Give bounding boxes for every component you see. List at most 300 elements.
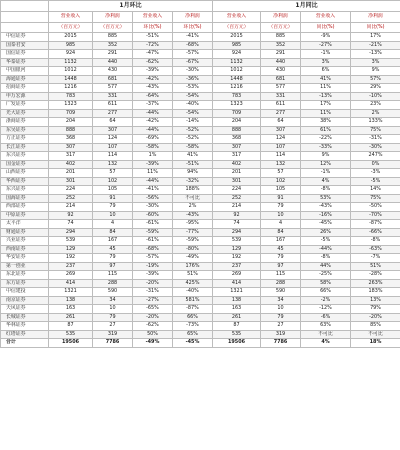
value-cell: 590	[93, 288, 133, 297]
value-cell: 307	[213, 143, 261, 152]
value-cell: 307	[49, 143, 93, 152]
value-cell: 535	[213, 330, 261, 339]
value-cell: 7786	[93, 339, 133, 348]
value-cell: 97	[261, 262, 301, 271]
broker-name-cell: 东吴证券	[1, 126, 49, 135]
value-cell: -57%	[133, 254, 173, 263]
table-row	[1, 84, 400, 93]
value-cell: 57	[93, 169, 133, 178]
broker-name-cell: 申万宏源	[1, 92, 49, 101]
value-cell: -61%	[133, 237, 173, 246]
value-cell: 1323	[49, 101, 93, 110]
value-cell: -49%	[133, 339, 173, 348]
table-row	[1, 118, 400, 127]
value-cell: 414	[213, 279, 261, 288]
value-cell: 539	[49, 237, 93, 246]
value-cell: 319	[261, 330, 301, 339]
table-row	[1, 152, 400, 161]
value-cell: -52%	[173, 126, 213, 135]
value-cell: 18%	[351, 339, 400, 348]
broker-name-cell: 东北证券	[1, 271, 49, 280]
value-cell: 138	[49, 296, 93, 305]
value-cell: 11%	[301, 84, 351, 93]
col-subheader: （百万元）	[49, 23, 93, 33]
value-cell: 611	[93, 101, 133, 110]
corner-cell	[1, 1, 49, 12]
broker-name-cell: 方正证券	[1, 135, 49, 144]
table-row	[1, 330, 400, 339]
value-cell: 252	[49, 194, 93, 203]
col-subheader: （百万元）	[213, 23, 261, 33]
broker-name-cell: 中原证券	[1, 211, 49, 220]
broker-name-cell: 华泰证券	[1, 58, 49, 67]
value-cell: 57	[261, 169, 301, 178]
value-cell: 51%	[173, 271, 213, 280]
value-cell: 301	[49, 177, 93, 186]
table-row	[1, 169, 400, 178]
value-cell: 176%	[173, 262, 213, 271]
value-cell: -14%	[173, 118, 213, 127]
value-cell: 79%	[351, 305, 400, 314]
table-row	[1, 41, 400, 50]
broker-name-cell: 国海证券	[1, 194, 49, 203]
value-cell: 85%	[351, 322, 400, 331]
header-empty	[1, 23, 49, 33]
value-cell: 188%	[173, 186, 213, 195]
value-cell: 294	[213, 228, 261, 237]
value-cell: 885	[93, 33, 133, 42]
value-cell: 167	[261, 237, 301, 246]
value-cell: -52%	[173, 135, 213, 144]
value-cell: -69%	[133, 135, 173, 144]
value-cell: 74	[213, 220, 261, 229]
value-cell: 201	[213, 169, 261, 178]
value-cell: 1448	[49, 75, 93, 84]
value-cell: 163	[213, 305, 261, 314]
value-cell: 94%	[173, 169, 213, 178]
value-cell: -43%	[173, 211, 213, 220]
table-row	[1, 220, 400, 229]
value-cell: 84	[261, 228, 301, 237]
value-cell: -36%	[173, 75, 213, 84]
value-cell: 577	[93, 84, 133, 93]
value-cell: 1448	[213, 75, 261, 84]
value-cell: 11%	[133, 169, 173, 178]
value-cell: 27	[261, 322, 301, 331]
value-cell: 79	[261, 313, 301, 322]
value-cell: -41%	[173, 33, 213, 42]
table-row	[1, 101, 400, 110]
table-row	[1, 143, 400, 152]
value-cell: 214	[49, 203, 93, 212]
value-cell: 84	[93, 228, 133, 237]
col-header: 净利润	[173, 12, 213, 23]
value-cell: 65%	[173, 330, 213, 339]
value-cell: 425%	[173, 279, 213, 288]
value-cell: -30%	[351, 143, 400, 152]
value-cell: -27%	[133, 296, 173, 305]
value-cell: 985	[49, 41, 93, 50]
value-cell: 0%	[351, 160, 400, 169]
value-cell: 91	[261, 194, 301, 203]
table-row	[1, 305, 400, 314]
value-cell: 132	[261, 160, 301, 169]
value-cell: -66%	[351, 228, 400, 237]
value-cell: -87%	[351, 220, 400, 229]
value-cell: 294	[49, 228, 93, 237]
value-cell: 414	[49, 279, 93, 288]
col-header: 营业收入	[133, 12, 173, 23]
value-cell: -61%	[133, 220, 173, 229]
broker-name-cell: 第一创业	[1, 262, 49, 271]
table-body	[1, 33, 400, 348]
table-row	[1, 322, 400, 331]
value-cell: -40%	[173, 101, 213, 110]
value-cell: 307	[93, 126, 133, 135]
value-cell: -64%	[133, 92, 173, 101]
value-cell: -8%	[301, 254, 351, 263]
value-cell: -65%	[133, 305, 173, 314]
value-cell: -19%	[133, 262, 173, 271]
value-cell: 352	[261, 41, 301, 50]
value-cell: -20%	[133, 279, 173, 288]
value-cell: -49%	[173, 254, 213, 263]
value-cell: 不可比	[351, 330, 400, 339]
value-cell: 331	[261, 92, 301, 101]
value-cell: 535	[49, 330, 93, 339]
table-row	[1, 135, 400, 144]
value-cell: -54%	[173, 92, 213, 101]
value-cell: -12%	[301, 305, 351, 314]
value-cell: 38%	[301, 118, 351, 127]
value-cell: 2015	[49, 33, 93, 42]
value-cell: 57%	[351, 75, 400, 84]
value-cell: -51%	[133, 33, 173, 42]
col-subheader: （百万元）	[261, 23, 301, 33]
col-header: 净利润	[351, 12, 400, 23]
broker-name-cell: 国泰君安	[1, 41, 49, 50]
value-cell: -60%	[133, 211, 173, 220]
value-cell: 237	[213, 262, 261, 271]
value-cell: 79	[261, 254, 301, 263]
value-cell: 1216	[49, 84, 93, 93]
value-cell: 10	[261, 211, 301, 220]
broker-name-cell: 海通证券	[1, 75, 49, 84]
value-cell: 87	[49, 322, 93, 331]
value-cell: 107	[261, 143, 301, 152]
table-row	[1, 186, 400, 195]
value-cell: 10	[93, 211, 133, 220]
table-row	[1, 58, 400, 67]
value-cell: 3%	[301, 58, 351, 67]
value-cell: 17%	[351, 33, 400, 42]
value-cell: 29%	[351, 84, 400, 93]
value-cell: 1321	[213, 288, 261, 297]
value-cell: 105	[93, 186, 133, 195]
value-cell: -10%	[351, 92, 400, 101]
value-cell: 1216	[213, 84, 261, 93]
value-cell: 44%	[301, 262, 351, 271]
table-row	[1, 313, 400, 322]
value-cell: -39%	[133, 160, 173, 169]
value-cell: 783	[49, 92, 93, 101]
value-cell: 66%	[301, 288, 351, 297]
table-row	[1, 109, 400, 118]
value-cell: 105	[261, 186, 301, 195]
value-cell: 440	[93, 58, 133, 67]
broker-name-cell: 华安证券	[1, 254, 49, 263]
table-row	[1, 262, 400, 271]
value-cell: -68%	[133, 245, 173, 254]
broker-name-cell: 东方证券	[1, 279, 49, 288]
value-cell: 132	[93, 160, 133, 169]
value-cell: -37%	[133, 101, 173, 110]
broker-name-cell: 东兴证券	[1, 186, 49, 195]
value-cell: 611	[261, 101, 301, 110]
value-cell: -9%	[301, 33, 351, 42]
broker-name-cell: 长城证券	[1, 313, 49, 322]
value-cell: -42%	[133, 118, 173, 127]
value-cell: -20%	[351, 313, 400, 322]
value-cell: -41%	[133, 186, 173, 195]
value-cell: -42%	[133, 75, 173, 84]
col-subheader: 同比(%)	[351, 23, 400, 33]
value-cell: -80%	[173, 245, 213, 254]
value-cell: 64	[93, 118, 133, 127]
value-cell: -40%	[173, 288, 213, 297]
value-cell: 2%	[351, 109, 400, 118]
value-cell: 9%	[351, 67, 400, 76]
value-cell: 885	[261, 33, 301, 42]
table-row	[1, 271, 400, 280]
value-cell: 192	[213, 254, 261, 263]
value-cell: 247%	[351, 152, 400, 161]
table-row	[1, 288, 400, 297]
broker-name-cell: 国信证券	[1, 50, 49, 59]
value-cell: -58%	[133, 143, 173, 152]
value-cell: -44%	[133, 126, 173, 135]
value-cell: 1012	[49, 67, 93, 76]
value-cell: -44%	[301, 245, 351, 254]
value-cell: 3%	[351, 58, 400, 67]
value-cell: -45%	[173, 339, 213, 348]
value-cell: 66%	[173, 313, 213, 322]
broker-name-cell: 光大证券	[1, 109, 49, 118]
broker-name-cell: 中信建投	[1, 288, 49, 297]
table-row	[1, 92, 400, 101]
value-cell: 45	[261, 245, 301, 254]
value-cell: 不可比	[301, 330, 351, 339]
value-cell: -63%	[351, 245, 400, 254]
value-cell: 924	[49, 50, 93, 59]
value-cell: 4	[93, 220, 133, 229]
col-header: 净利润	[93, 12, 133, 23]
value-cell: 2%	[173, 203, 213, 212]
value-cell: 14%	[351, 186, 400, 195]
broker-name-cell: 中信证券	[1, 33, 49, 42]
value-cell: 1323	[213, 101, 261, 110]
value-cell: -8%	[301, 186, 351, 195]
value-cell: 352	[93, 41, 133, 50]
value-cell: -20%	[133, 313, 173, 322]
value-cell: 41%	[173, 152, 213, 161]
broker-name-cell: 西部证券	[1, 203, 49, 212]
value-cell: -21%	[351, 41, 400, 50]
value-cell: 50%	[133, 330, 173, 339]
header-empty	[1, 12, 49, 23]
broker-name-cell: 财通证券	[1, 228, 49, 237]
value-cell: 291	[261, 50, 301, 59]
value-cell: 261	[49, 313, 93, 322]
table-row	[1, 228, 400, 237]
value-cell: 12%	[301, 160, 351, 169]
value-cell: -13%	[351, 50, 400, 59]
broker-name-cell: 红塔证券	[1, 330, 49, 339]
value-cell: -54%	[173, 109, 213, 118]
table-row	[1, 33, 400, 42]
value-cell: 261	[213, 313, 261, 322]
value-cell: 19506	[213, 339, 261, 348]
value-cell: 277	[261, 109, 301, 118]
value-cell: 114	[261, 152, 301, 161]
broker-name-cell: 东兴证券	[1, 152, 49, 161]
col-subheader: 环比(%)	[173, 23, 213, 33]
value-cell: 79	[261, 203, 301, 212]
value-cell: 6%	[301, 67, 351, 76]
value-cell: 201	[49, 169, 93, 178]
table-row	[1, 194, 400, 203]
value-cell: 87	[213, 322, 261, 331]
broker-name-cell: 长江证券	[1, 143, 49, 152]
value-cell: -43%	[133, 84, 173, 93]
value-cell: -25%	[301, 271, 351, 280]
broker-name-cell: 广发证券	[1, 101, 49, 110]
value-cell: -59%	[173, 237, 213, 246]
value-cell: 75%	[351, 126, 400, 135]
value-cell: 4%	[301, 339, 351, 348]
col-header: 营业收入	[301, 12, 351, 23]
value-cell: 不可比	[173, 194, 213, 203]
group-header-yoy: 1月同比	[213, 1, 400, 12]
value-cell: 888	[49, 126, 93, 135]
value-cell: -1%	[301, 169, 351, 178]
col-subheader: 环比(%)	[133, 23, 173, 33]
value-cell: 317	[213, 152, 261, 161]
col-header: 营业收入	[49, 12, 93, 23]
value-cell: 252	[213, 194, 261, 203]
broker-name-cell: 天风证券	[1, 305, 49, 314]
value-cell: 27	[93, 322, 133, 331]
value-cell: 92	[213, 211, 261, 220]
value-cell: 45	[93, 245, 133, 254]
value-cell: -53%	[173, 84, 213, 93]
value-cell: 34	[261, 296, 301, 305]
value-cell: -1%	[301, 50, 351, 59]
value-cell: 985	[213, 41, 261, 50]
broker-name-cell: 南京证券	[1, 296, 49, 305]
value-cell: 13%	[351, 296, 400, 305]
total-row	[1, 339, 400, 348]
broker-name-cell: 西南证券	[1, 245, 49, 254]
value-cell: 581%	[173, 296, 213, 305]
value-cell: 1012	[213, 67, 261, 76]
col-header: 营业收入	[213, 12, 261, 23]
value-cell: 9%	[301, 152, 351, 161]
value-cell: 19506	[49, 339, 93, 348]
value-cell: 291	[93, 50, 133, 59]
value-cell: -68%	[173, 41, 213, 50]
value-cell: 102	[261, 177, 301, 186]
value-cell: 102	[93, 177, 133, 186]
value-cell: -39%	[133, 271, 173, 280]
value-cell: -30%	[173, 67, 213, 76]
value-cell: -44%	[133, 109, 173, 118]
value-cell: 888	[213, 126, 261, 135]
value-cell: 167	[93, 237, 133, 246]
broker-name-cell: 浙商证券	[1, 118, 49, 127]
value-cell: 269	[213, 271, 261, 280]
value-cell: -59%	[133, 228, 173, 237]
value-cell: -27%	[301, 41, 351, 50]
value-cell: 307	[261, 126, 301, 135]
value-cell: 11%	[301, 109, 351, 118]
value-cell: 590	[261, 288, 301, 297]
value-cell: 440	[261, 58, 301, 67]
value-cell: 138	[213, 296, 261, 305]
broker-name-cell: 国金证券	[1, 160, 49, 169]
value-cell: 1321	[49, 288, 93, 297]
value-cell: 2015	[213, 33, 261, 42]
table-row	[1, 67, 400, 76]
col-header: 净利润	[261, 12, 301, 23]
broker-name-cell: 山西证券	[1, 169, 49, 178]
broker-name-cell: 华西证券	[1, 177, 49, 186]
value-cell: 61%	[301, 126, 351, 135]
value-cell: 430	[261, 67, 301, 76]
value-cell: 79	[93, 313, 133, 322]
value-cell: -62%	[133, 58, 173, 67]
group-header-mom: 1月环比	[49, 1, 213, 12]
value-cell: 577	[261, 84, 301, 93]
value-cell: -45%	[301, 220, 351, 229]
value-cell: -73%	[173, 322, 213, 331]
value-cell: 114	[93, 152, 133, 161]
value-cell: 124	[261, 135, 301, 144]
value-cell: 301	[213, 177, 261, 186]
value-cell: -13%	[301, 92, 351, 101]
value-cell: -31%	[133, 288, 173, 297]
value-cell: 263%	[351, 279, 400, 288]
value-cell: 53%	[301, 194, 351, 203]
table-row	[1, 203, 400, 212]
value-cell: 237	[49, 262, 93, 271]
value-cell: 368	[213, 135, 261, 144]
value-cell: -6%	[301, 313, 351, 322]
value-cell: 319	[93, 330, 133, 339]
value-cell: 115	[261, 271, 301, 280]
value-cell: -39%	[133, 67, 173, 76]
value-cell: -56%	[133, 194, 173, 203]
value-cell: 34	[93, 296, 133, 305]
value-cell: 430	[93, 67, 133, 76]
value-cell: -5%	[351, 177, 400, 186]
table-row	[1, 245, 400, 254]
value-cell: 1132	[213, 58, 261, 67]
value-cell: 204	[49, 118, 93, 127]
value-cell: 224	[49, 186, 93, 195]
value-cell: 204	[213, 118, 261, 127]
value-cell: 681	[261, 75, 301, 84]
